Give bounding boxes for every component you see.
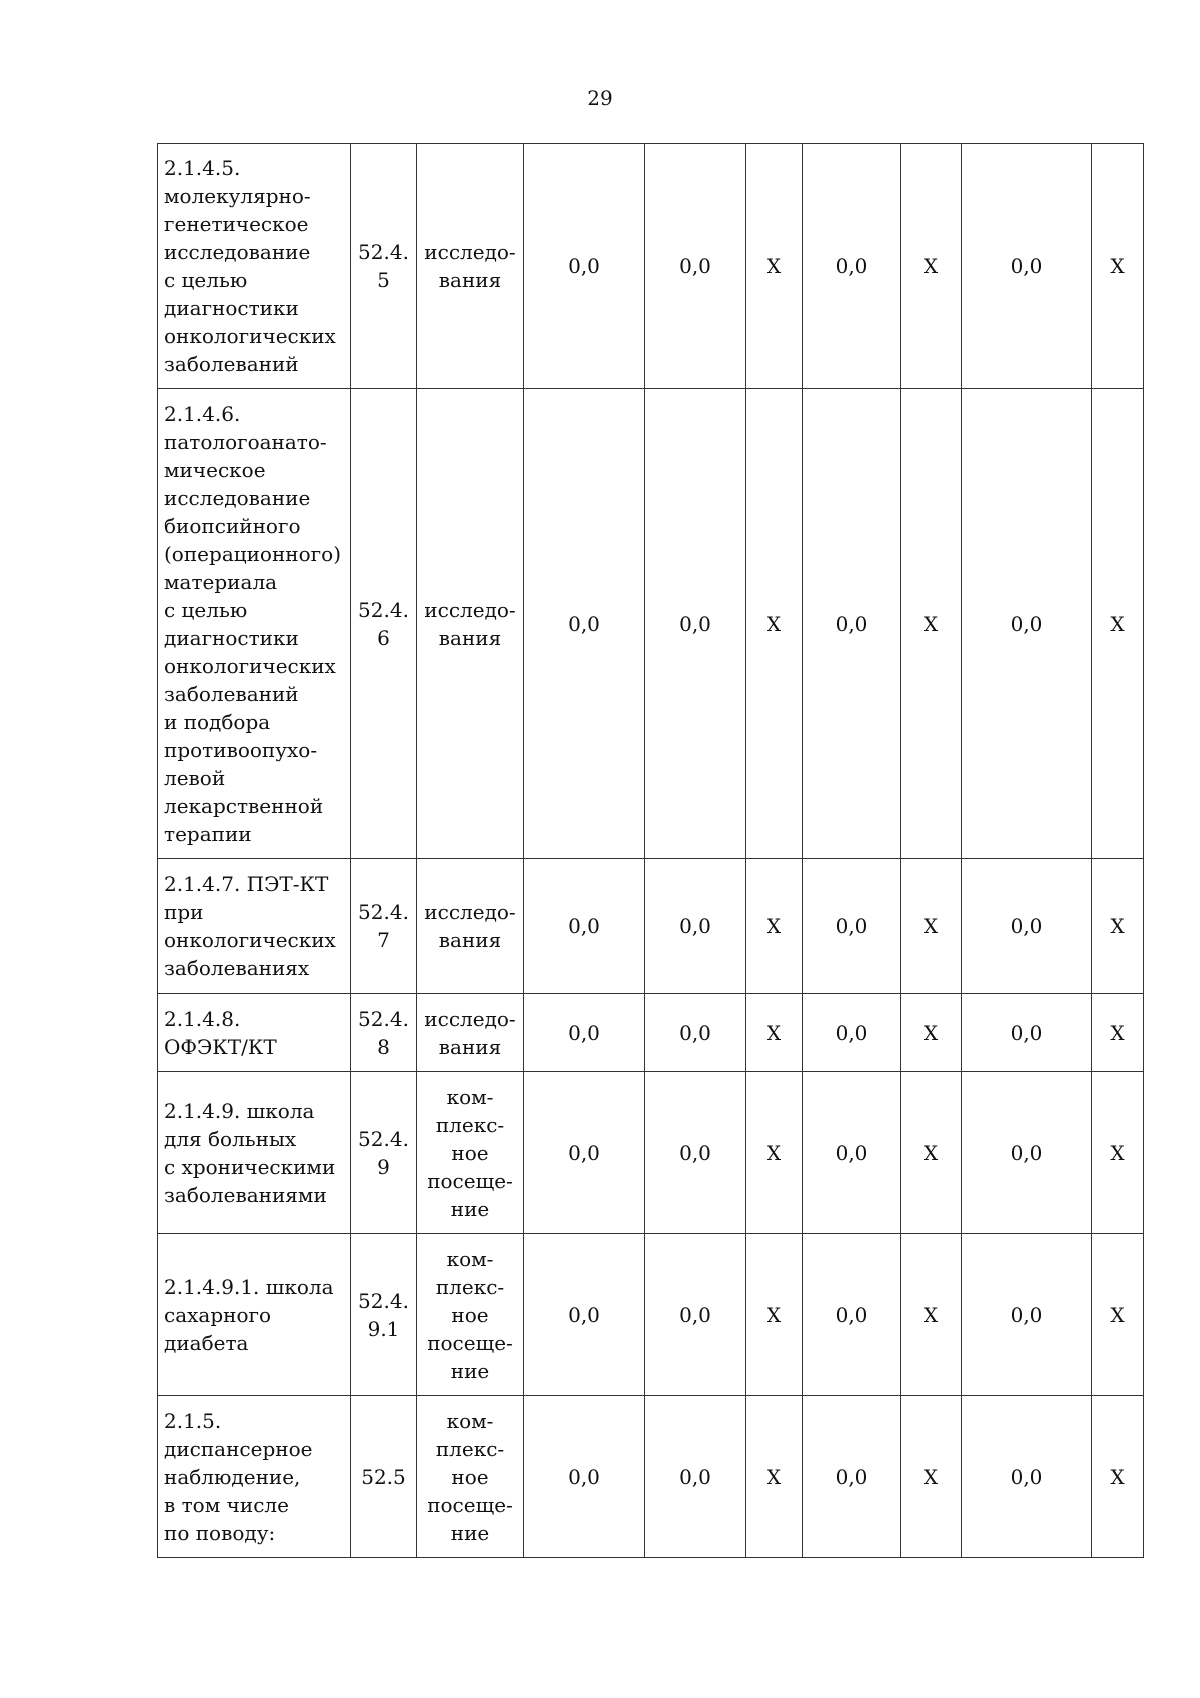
name-line: по поводу:	[164, 1520, 276, 1545]
name-line: терапии	[164, 821, 252, 846]
row-name-cell	[158, 859, 351, 994]
name-line: заболеваний	[164, 352, 299, 376]
code-line: 52.4.	[358, 900, 409, 924]
name-line: диагностики	[164, 296, 299, 320]
unit-line: ние	[450, 1196, 490, 1221]
row-unit-cell	[417, 1396, 524, 1558]
name-line: диагностики	[164, 625, 299, 650]
unit-line: ное	[451, 1464, 489, 1489]
row-name-cell	[158, 1072, 351, 1234]
row-unit-cell	[417, 859, 524, 994]
unit-line: ное	[451, 1140, 489, 1165]
row-code-cell	[351, 389, 417, 859]
value-cell: X	[746, 1396, 803, 1558]
table-row	[158, 389, 1144, 859]
row-name-cell	[158, 389, 351, 859]
unit-line: исследо-	[424, 1006, 516, 1031]
name-line: противоопухо-	[164, 737, 318, 762]
value-cell: X	[746, 144, 803, 389]
name-line: 2.1.4.5.	[164, 156, 241, 180]
value-cell: 0,0	[524, 1234, 645, 1396]
value-cell: X	[901, 389, 962, 859]
table-body	[158, 144, 1144, 1558]
value-cell: X	[1092, 389, 1144, 859]
data-table	[157, 143, 1144, 1558]
value-cell: X	[901, 144, 962, 389]
value-cell: 0,0	[524, 1396, 645, 1558]
value-cell: 0,0	[645, 994, 746, 1072]
value-cell: 0,0	[962, 859, 1092, 994]
row-code-cell	[351, 1234, 417, 1396]
row-name-cell	[158, 144, 351, 389]
code-line: 52.4.	[358, 240, 409, 264]
row-unit-cell	[417, 389, 524, 859]
unit-line: исследо-	[424, 240, 516, 264]
value-cell: 0,0	[524, 1072, 645, 1234]
name-line: для больных	[164, 1126, 297, 1151]
unit-line: ние	[450, 1358, 490, 1383]
value-cell: 0,0	[962, 1072, 1092, 1234]
value-cell: X	[746, 859, 803, 994]
value-cell: X	[746, 389, 803, 859]
row-name-cell	[158, 994, 351, 1072]
name-line: ОФЭКТ/КТ	[164, 1034, 277, 1059]
name-line: 2.1.4.9.1. школа	[164, 1274, 334, 1299]
value-cell: X	[901, 1072, 962, 1234]
unit-line: исследо-	[424, 597, 516, 622]
row-code-cell	[351, 1396, 417, 1558]
value-cell: X	[746, 994, 803, 1072]
name-line: лекарственной	[164, 793, 324, 818]
unit-line: плекс-	[435, 1436, 505, 1461]
value-cell: 0,0	[962, 994, 1092, 1072]
value-cell: X	[1092, 859, 1144, 994]
unit-line: исследо-	[424, 900, 516, 924]
value-cell: 0,0	[962, 1234, 1092, 1396]
value-cell: X	[1092, 1234, 1144, 1396]
value-cell: 0,0	[645, 1072, 746, 1234]
value-cell: 0,0	[524, 144, 645, 389]
name-line: генетическое	[164, 212, 309, 236]
table-row	[158, 1234, 1144, 1396]
name-line: наблюдение,	[164, 1464, 301, 1489]
row-code-cell	[351, 994, 417, 1072]
row-name-cell	[158, 1396, 351, 1558]
table-row	[158, 144, 1144, 389]
code-line: 9	[377, 1154, 390, 1179]
name-line: 2.1.4.8.	[164, 1006, 241, 1031]
table-row	[158, 1396, 1144, 1558]
value-cell: X	[746, 1072, 803, 1234]
value-cell: 0,0	[803, 1396, 901, 1558]
code-line: 8	[377, 1034, 390, 1059]
name-line: 2.1.4.7. ПЭТ-КТ	[164, 872, 329, 896]
value-cell: 0,0	[803, 1072, 901, 1234]
name-line: молекулярно-	[164, 184, 311, 208]
unit-line: посеще-	[427, 1330, 513, 1355]
name-line: при	[164, 900, 204, 924]
name-line: онкологических	[164, 928, 336, 952]
row-unit-cell	[417, 1234, 524, 1396]
value-cell: 0,0	[645, 1234, 746, 1396]
code-line: 52.4.	[358, 1126, 409, 1151]
value-cell: 0,0	[803, 994, 901, 1072]
unit-line: вания	[438, 1034, 502, 1059]
name-line: диспансерное	[164, 1436, 313, 1461]
value-cell: 0,0	[803, 144, 901, 389]
name-line: заболеваний	[164, 681, 299, 706]
name-line: с хроническими	[164, 1154, 336, 1179]
code-line: 5	[377, 268, 390, 292]
name-line: (операционного)	[164, 541, 341, 566]
value-cell: X	[1092, 994, 1144, 1072]
name-line: 2.1.4.9. школа	[164, 1098, 315, 1123]
name-line: мическое	[164, 457, 266, 482]
value-cell: 0,0	[803, 859, 901, 994]
name-line: 2.1.4.6.	[164, 401, 241, 426]
name-line: исследование	[164, 485, 311, 510]
name-line: в том числе	[164, 1492, 289, 1517]
name-line: 2.1.5.	[164, 1408, 222, 1433]
value-cell: 0,0	[645, 859, 746, 994]
name-line: заболеваниями	[164, 1182, 327, 1207]
name-line: материала	[164, 569, 278, 594]
unit-line: вания	[438, 268, 502, 292]
value-cell: 0,0	[524, 859, 645, 994]
value-cell: 0,0	[645, 144, 746, 389]
page-number: 29	[587, 86, 613, 110]
name-line: биопсийного	[164, 513, 301, 538]
name-line: онкологических	[164, 653, 336, 678]
table-row	[158, 1072, 1144, 1234]
code-line: 52.4.	[358, 1288, 409, 1313]
name-line: с целью	[164, 597, 248, 622]
unit-line: ком-	[446, 1246, 494, 1271]
code-line: 52.4.	[358, 597, 409, 622]
name-line: патологоанато-	[164, 429, 327, 454]
unit-line: плекс-	[435, 1274, 505, 1299]
value-cell: 0,0	[803, 1234, 901, 1396]
table-row	[158, 859, 1144, 994]
table-row	[158, 994, 1144, 1072]
row-name-cell	[158, 1234, 351, 1396]
value-cell: X	[901, 1234, 962, 1396]
value-cell: 0,0	[962, 389, 1092, 859]
name-line: сахарного	[164, 1302, 272, 1327]
row-unit-cell	[417, 994, 524, 1072]
value-cell: 0,0	[962, 144, 1092, 389]
name-line: левой	[164, 765, 226, 790]
name-line: онкологических	[164, 324, 336, 348]
row-unit-cell	[417, 1072, 524, 1234]
unit-line: посеще-	[427, 1168, 513, 1193]
unit-line: посеще-	[427, 1492, 513, 1517]
unit-line: вания	[438, 625, 502, 650]
value-cell: X	[1092, 144, 1144, 389]
value-cell: X	[901, 859, 962, 994]
name-line: заболеваниях	[164, 956, 310, 980]
value-cell: 0,0	[645, 389, 746, 859]
value-cell: X	[901, 994, 962, 1072]
value-cell: 0,0	[803, 389, 901, 859]
name-line: диабета	[164, 1330, 249, 1355]
value-cell: X	[901, 1396, 962, 1558]
value-cell: X	[1092, 1396, 1144, 1558]
row-code-cell	[351, 859, 417, 994]
unit-line: плекс-	[435, 1112, 505, 1137]
value-cell: X	[746, 1234, 803, 1396]
unit-line: ком-	[446, 1408, 494, 1433]
name-line: исследование	[164, 240, 311, 264]
name-line: и подбора	[164, 709, 271, 734]
value-cell: 0,0	[524, 994, 645, 1072]
code-line: 52.4.	[358, 1006, 409, 1031]
value-cell: 0,0	[645, 1396, 746, 1558]
code-line: 52.5	[361, 1464, 406, 1489]
name-line: с целью	[164, 268, 248, 292]
code-line: 6	[377, 625, 390, 650]
unit-line: ком-	[446, 1084, 494, 1109]
row-code-cell	[351, 1072, 417, 1234]
unit-line: вания	[438, 928, 502, 952]
unit-line: ние	[450, 1520, 490, 1545]
value-cell: 0,0	[524, 389, 645, 859]
value-cell: 0,0	[962, 1396, 1092, 1558]
value-cell: X	[1092, 1072, 1144, 1234]
code-line: 7	[377, 928, 390, 952]
row-code-cell	[351, 144, 417, 389]
row-unit-cell	[417, 144, 524, 389]
code-line: 9.1	[367, 1316, 400, 1341]
unit-line: ное	[451, 1302, 489, 1327]
